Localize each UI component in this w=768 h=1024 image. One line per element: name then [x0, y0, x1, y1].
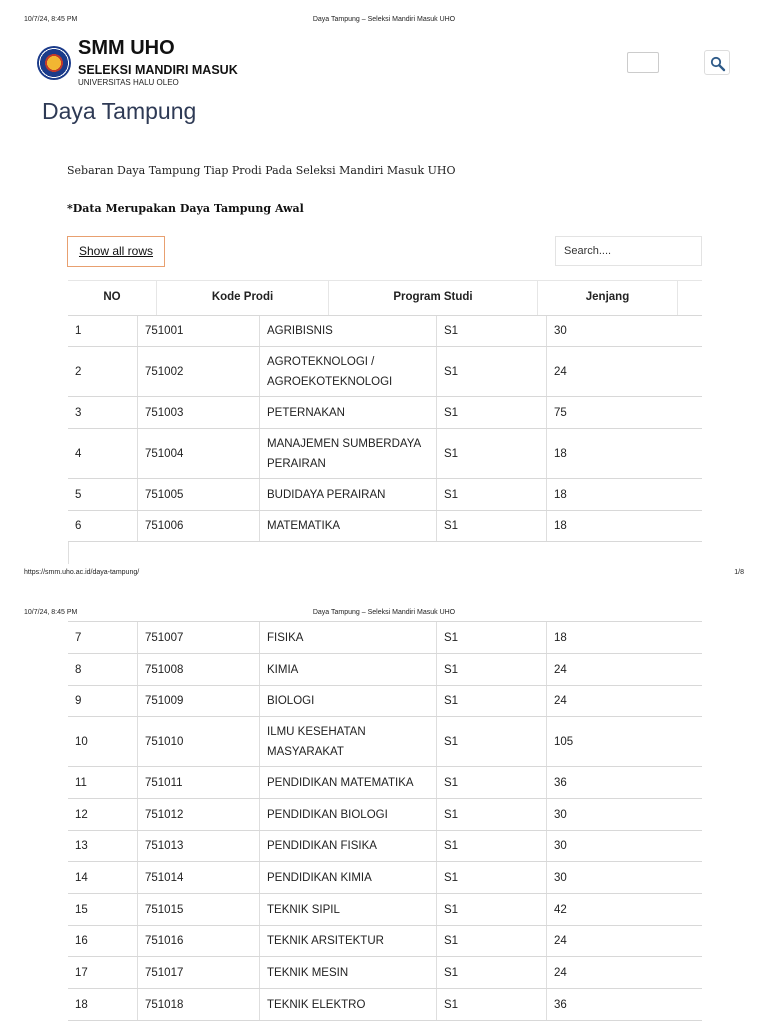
cell-prodi: BIOLOGI	[259, 686, 436, 716]
cell-kode: 751010	[137, 717, 259, 766]
intro-text: Sebaran Daya Tampung Tiap Prodi Pada Seleksi Mandiri Masuk UHO	[67, 164, 456, 177]
cell-daya-tampung: 105	[546, 717, 702, 766]
page-title: Daya Tampung	[42, 98, 197, 124]
cell-daya-tampung: 75	[546, 397, 702, 428]
cell-jenjang: S1	[436, 989, 546, 1020]
cell-no: 13	[75, 840, 88, 852]
cell-kode: 751011	[137, 767, 259, 798]
print-doc-title: Daya Tampung – Seleksi Mandiri Masuk UHO	[312, 16, 456, 23]
cell-jenjang: S1	[436, 957, 546, 988]
table-row	[68, 717, 702, 767]
cell-no: 1	[75, 325, 82, 337]
table-row	[68, 957, 702, 989]
cell-no: 12	[75, 808, 88, 821]
print-header-page2	[0, 607, 768, 619]
print-header	[0, 14, 768, 26]
cell-daya-tampung: 36	[546, 989, 702, 1020]
cell-daya-tampung: 30	[546, 316, 702, 346]
cell-daya-tampung: 24	[546, 926, 702, 956]
cell-jenjang: S1	[436, 799, 546, 830]
cell-daya-tampung: 18	[546, 511, 702, 541]
cell-prodi: ILMU KESEHATAN MASYARAKAT	[259, 717, 436, 766]
print-url: https://smm.uho.ac.id/daya-tampung/	[24, 569, 140, 576]
cell-prodi: PENDIDIKAN BIOLOGI	[259, 799, 436, 830]
cell-jenjang: S1	[436, 316, 546, 346]
table-row	[68, 831, 702, 862]
menu-toggle-box[interactable]	[627, 52, 659, 73]
cell-daya-tampung: 42	[546, 894, 702, 925]
cell-kode: 751012	[137, 799, 259, 830]
cell-daya-tampung: 30	[546, 799, 702, 830]
cell-prodi: PETERNAKAN	[259, 397, 436, 428]
header-kode-prodi[interactable]: Kode Prodi	[156, 280, 328, 315]
header-extra	[677, 280, 702, 315]
cell-prodi: PENDIDIKAN KIMIA	[259, 862, 436, 893]
cell-kode: 751008	[137, 654, 259, 685]
site-title[interactable]: SMM UHO	[78, 37, 175, 59]
cell-no: 15	[75, 903, 88, 916]
cell-prodi: KIMIA	[259, 654, 436, 685]
cell-daya-tampung: 24	[546, 347, 702, 396]
cell-no: 14	[75, 871, 88, 884]
table-row	[68, 894, 702, 926]
cell-kode: 751015	[137, 894, 259, 925]
cell-daya-tampung: 24	[546, 957, 702, 988]
cell-no: 18	[75, 998, 88, 1011]
cell-prodi: TEKNIK SIPIL	[259, 894, 436, 925]
cell-prodi: PENDIDIKAN MATEMATIKA	[259, 767, 436, 798]
cell-no: 3	[75, 406, 82, 419]
header-jenjang[interactable]: Jenjang	[537, 280, 677, 315]
cell-prodi: MATEMATIKA	[259, 511, 436, 541]
cell-jenjang: S1	[436, 511, 546, 541]
cell-jenjang: S1	[436, 717, 546, 766]
print-page-number: 1/8	[734, 569, 744, 576]
table-row	[68, 397, 702, 429]
print-timestamp: 10/7/24, 8:45 PM	[24, 609, 78, 616]
table-search-input[interactable]	[555, 236, 702, 266]
table-row	[68, 429, 702, 479]
table-border-stub	[68, 542, 69, 564]
cell-prodi: TEKNIK ARSITEKTUR	[259, 926, 436, 956]
cell-prodi: TEKNIK ELEKTRO	[259, 989, 436, 1020]
cell-kode: 751002	[137, 347, 259, 396]
cell-kode: 751014	[137, 862, 259, 893]
show-all-label: Show all rows	[78, 244, 154, 258]
table-row	[68, 511, 702, 542]
cell-prodi: FISIKA	[259, 622, 436, 653]
site-university: UNIVERSITAS HALU OLEO	[78, 78, 179, 87]
cell-jenjang: S1	[436, 894, 546, 925]
search-button[interactable]	[704, 50, 730, 75]
search-icon	[710, 56, 726, 72]
cell-jenjang: S1	[436, 479, 546, 510]
cell-jenjang: S1	[436, 429, 546, 478]
table-row	[68, 926, 702, 957]
cell-daya-tampung: 18	[546, 429, 702, 478]
cell-daya-tampung: 36	[546, 767, 702, 798]
cell-prodi: AGROTEKNOLOGI / AGROEKOTEKNOLOGI	[259, 347, 436, 396]
uho-logo[interactable]	[37, 46, 71, 80]
cell-jenjang: S1	[436, 862, 546, 893]
cell-daya-tampung: 30	[546, 862, 702, 893]
cell-prodi: BUDIDAYA PERAIRAN	[259, 479, 436, 510]
cell-kode: 751009	[137, 686, 259, 716]
print-doc-title: Daya Tampung – Seleksi Mandiri Masuk UHO	[312, 609, 456, 616]
cell-kode: 751004	[137, 429, 259, 478]
table-row	[68, 686, 702, 717]
cell-kode: 751007	[137, 622, 259, 653]
cell-no: 9	[75, 695, 82, 707]
cell-no: 7	[75, 631, 82, 644]
table-row	[68, 989, 702, 1021]
table-row	[68, 862, 702, 894]
cell-daya-tampung: 18	[546, 622, 702, 653]
cell-no: 5	[75, 488, 82, 501]
cell-jenjang: S1	[436, 347, 546, 396]
cell-daya-tampung: 30	[546, 831, 702, 861]
cell-jenjang: S1	[436, 926, 546, 956]
cell-kode: 751001	[137, 316, 259, 346]
cell-kode: 751006	[137, 511, 259, 541]
cell-no: 2	[75, 365, 82, 378]
cell-no: 6	[75, 520, 82, 532]
table-row	[68, 347, 702, 397]
cell-prodi: MANAJEMEN SUMBERDAYA PERAIRAN	[259, 429, 436, 478]
cell-jenjang: S1	[436, 397, 546, 428]
cell-prodi: PENDIDIKAN FISIKA	[259, 831, 436, 861]
cell-jenjang: S1	[436, 831, 546, 861]
table-row	[68, 767, 702, 799]
cell-prodi: AGRIBISNIS	[259, 316, 436, 346]
header-no[interactable]: NO	[68, 280, 156, 315]
cell-jenjang: S1	[436, 622, 546, 653]
table-row	[68, 799, 702, 831]
table-header	[68, 280, 702, 315]
show-all-rows-button[interactable]	[67, 236, 165, 267]
cell-no: 16	[75, 935, 88, 947]
cell-kode: 751003	[137, 397, 259, 428]
print-timestamp: 10/7/24, 8:45 PM	[24, 16, 78, 23]
table-row	[68, 621, 702, 654]
cell-kode: 751016	[137, 926, 259, 956]
cell-no: 10	[75, 735, 88, 748]
cell-kode: 751013	[137, 831, 259, 861]
cell-no: 8	[75, 663, 82, 676]
table-row	[68, 315, 702, 347]
note-text: *Data Merupakan Daya Tampung Awal	[67, 202, 304, 215]
cell-kode: 751005	[137, 479, 259, 510]
cell-daya-tampung: 24	[546, 654, 702, 685]
cell-no: 4	[75, 447, 82, 460]
table-row	[68, 654, 702, 686]
cell-kode: 751017	[137, 957, 259, 988]
cell-prodi: TEKNIK MESIN	[259, 957, 436, 988]
header-program-studi[interactable]: Program Studi	[328, 280, 537, 315]
cell-jenjang: S1	[436, 654, 546, 685]
cell-no: 11	[75, 776, 87, 789]
cell-daya-tampung: 18	[546, 479, 702, 510]
cell-jenjang: S1	[436, 767, 546, 798]
cell-kode: 751018	[137, 989, 259, 1020]
cell-daya-tampung: 24	[546, 686, 702, 716]
cell-no: 17	[75, 966, 88, 979]
table-row	[68, 479, 702, 511]
site-subtitle: SELEKSI MANDIRI MASUK	[78, 63, 238, 77]
print-footer	[0, 569, 768, 581]
cell-jenjang: S1	[436, 686, 546, 716]
